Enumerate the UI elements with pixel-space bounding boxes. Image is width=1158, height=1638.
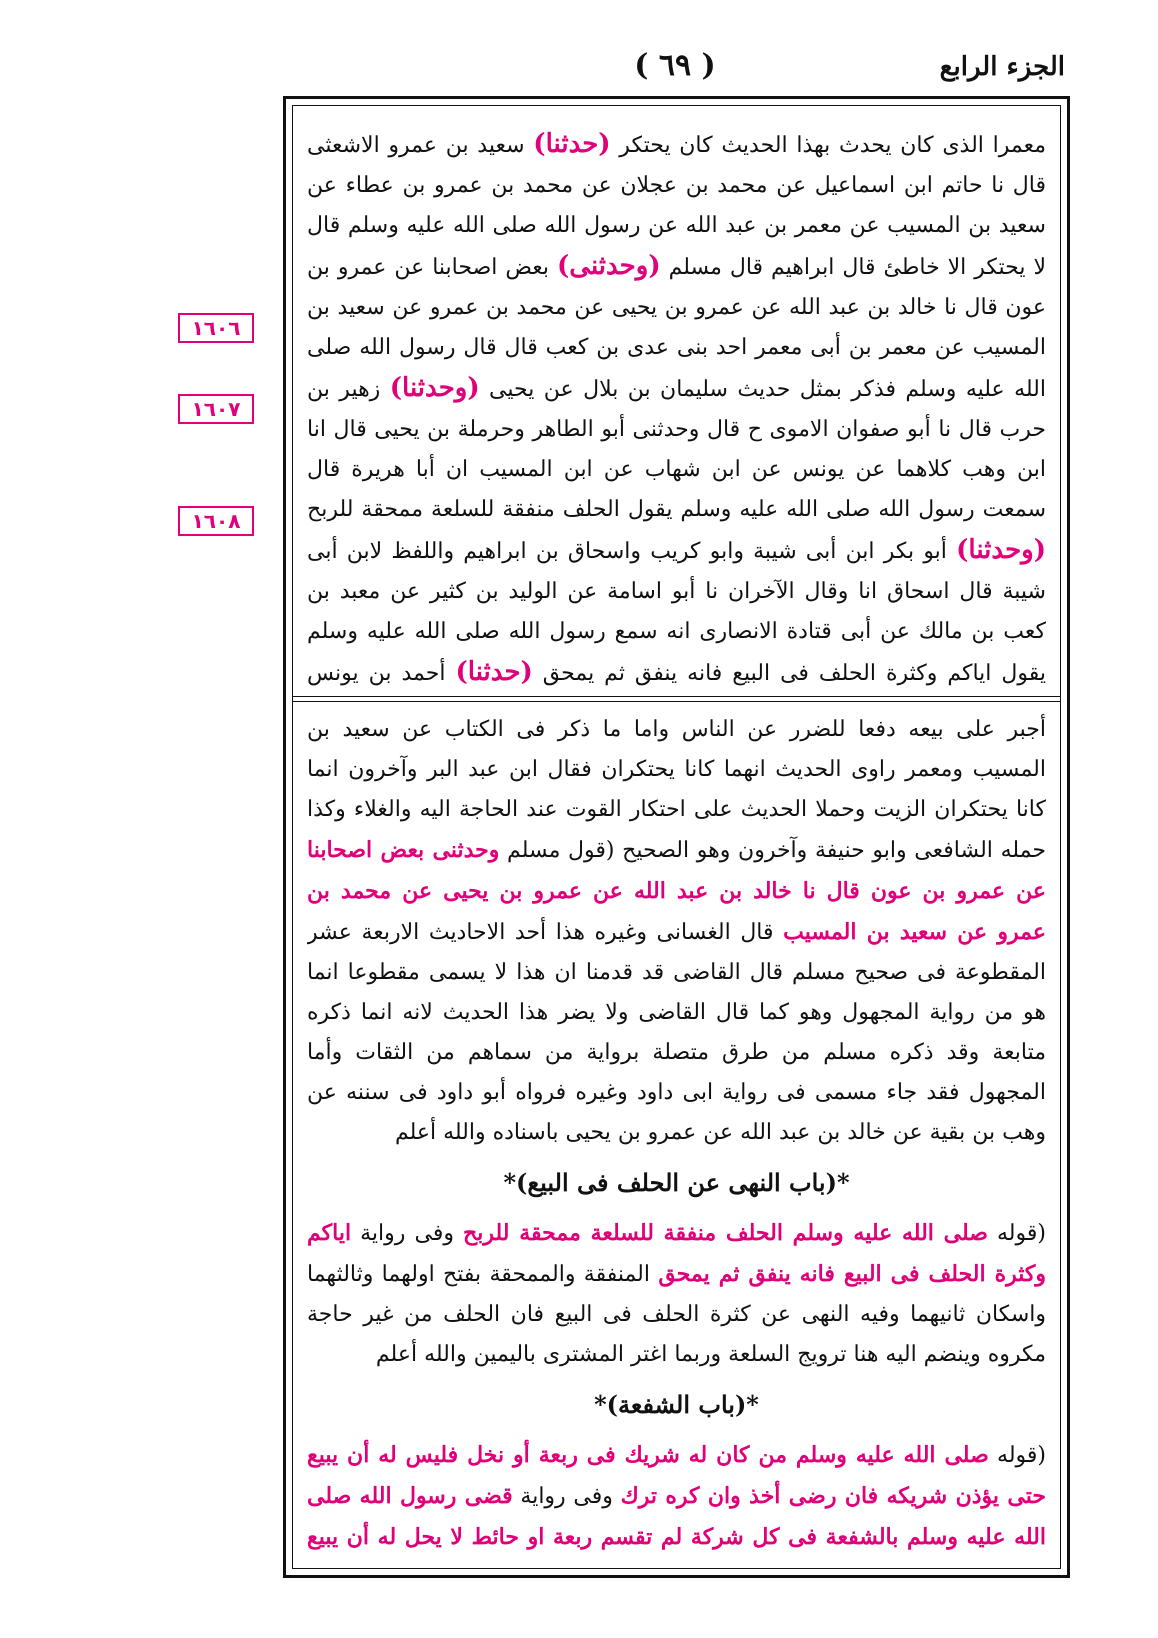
hadith-paragraph [307, 124, 1046, 688]
commentary-section [307, 710, 1046, 1560]
text-segment: وفى رواية [512, 1484, 621, 1509]
narration-keyword: (وحدثنى) [556, 251, 661, 281]
quoted-text: وحدثنى بعض اصحابنا عن عمرو بن عون قال نا خالد بن عبد الله عن عمرو بن يحيى عن محمد بن عمرو عن سعيد بن المسيب [307, 837, 1046, 945]
chapter-heading-oath: *(باب النهى عن الحلف فى البيع)* [503, 1168, 850, 1197]
page-number: ( ٦٩ ) [634, 48, 716, 83]
page-frame [283, 96, 1070, 1578]
hadith-section [307, 124, 1046, 688]
text-segment: المنفقة والممحقة بفتح اولهما وثالثهما واسكان ثانيهما وفيه النهى عن كثرة الحلف فى البيع فان الحلف من غير حاجة مكروه وينضم اليه هنا ترويج السلعة وربما اغتر المشترى باليمين والله أعلم [307, 1262, 1046, 1367]
narration-keyword: (حدثنا) [455, 657, 533, 687]
quoted-text: قضى رسول الله صلى الله عليه وسلم بالشفعة فى كل شركة لم تقسم ربعة او حائط لا يحل له أن يبيع [307, 1483, 1046, 1550]
commentary-paragraph [307, 1213, 1046, 1375]
page-frame-inner [292, 105, 1061, 1569]
page-header [285, 48, 1065, 96]
text-segment: زهير بن حرب قال نا أبو صفوان الاموى ح قال وحدثنى أبو الطاهر وحرملة بن يحيى قال انا ابن وهب كلاهما عن يونس عن ابن شهاب عن ابن المسيب ان أبا هريرة قال سمعت رسول الله صلى الله عليه وسلم يقول الحلف منفقة للسلعة ممحقة للربح [307, 377, 1046, 522]
narration-keyword: (وحدثنا) [956, 535, 1046, 565]
narration-keyword: (حدثنا) [533, 129, 611, 159]
commentary-paragraph [307, 710, 1046, 1153]
text-segment: أحمد بن يونس [307, 661, 446, 686]
text-segment: بعض اصحابنا عن عمرو بن عون قال نا خالد بن عبد الله عن عمرو بن يحيى عن محمد بن عمرو عن سعيد بن المسيب عن معمر بن أبى معمر احد بنى عدى بن كعب قال قال رسول الله صلى الله عليه وسلم فذكر بمثل حديث سليمان بن بلال عن يحيى [307, 255, 1046, 402]
text-segment: أبو بكر ابن أبى شيبة وابو كريب واسحاق بن ابراهيم واللفظ لابن أبى شيبة قال اسحاق انا وقال الآخران نا أبو اسامة عن الوليد بن كثير عن معبد بن كعب بن مالك عن أبى قتادة الانصارى انه سمع رسول الله صلى الله عليه وسلم يقول اياكم وكثرة الحلف فى البيع فانه ينفق ثم يمحق [307, 539, 1046, 686]
hadith-number: ١٦٠٨ [178, 506, 254, 536]
text-segment: (قوله [988, 1443, 1046, 1468]
chapter-heading-shufa: *(باب الشفعة)* [594, 1390, 759, 1419]
commentary-paragraph [307, 1435, 1046, 1560]
text-segment: أجبر على بيعه دفعا للضرر عن الناس واما ما ذكر فى الكتاب عن سعيد بن المسيب ومعمر راوى الحديث انهما كانا يحتكران فقال ابن عبد البر وآخرون انما كانا يحتكران الزيت وحملا الحديث على احتكار القوت عند الحاجة اليه والغلاء وكذا حمله الشافعى وابو حنيفة وآخرون وهو الصحيح (قول مسلم [307, 717, 1046, 863]
text-segment: سعيد بن عمرو الاشعثى قال نا حاتم ابن اسماعيل عن محمد بن عجلان عن محمد بن عمرو بن عطاء عن سعيد بن المسيب عن معمر بن عبد الله عن رسول الله صلى الله عليه وسلم قال لا يحتكر الا خاطئ قال ابراهيم قال مسلم [307, 133, 1046, 280]
text-segment: معمرا الذى كان يحدث بهذا الحديث كان يحتكر [610, 133, 1046, 158]
text-segment: وفى رواية [351, 1221, 464, 1246]
section-divider [293, 696, 1060, 702]
volume-title: الجزء الرابع [939, 52, 1065, 82]
quoted-text: اياكم وكثرة الحلف فى البيع فانه ينفق ثم يمحق [307, 1220, 1046, 1287]
quoted-text: صلى الله عليه وسلم من كان له شريك فى ربعة أو نخل فليس له أن يبيع حتى يؤذن شريكه فان رضى أخذ وان كره ترك [307, 1442, 1046, 1509]
quoted-text: صلى الله عليه وسلم الحلف منفقة للسلعة ممحقة للربح [463, 1220, 988, 1246]
text-segment: (قوله [987, 1221, 1046, 1246]
narration-keyword: (وحدثنا) [389, 373, 480, 403]
text-segment: قال الغسانى وغيره هذا أحد الاحاديث الاربعة عشر المقطوعة فى صحيح مسلم قال القاضى قد قدمنا ان هذا لا يسمى مقطوعا انما هو من رواية المجهول وهو كما قال القاضى ولا يضر هذا الحديث لانه انما ذكره متابعة وقد ذكره مسلم من طرق متصلة برواية من سماهم من الثقات وأما المجهول فقد جاء مسمى فى رواية ابى داود وغيره فرواه أبو داود فى سننه عن وهب بن بقية عن خالد بن عبد الله عن عمرو بن يحيى باسناده والله أعلم [307, 920, 1046, 1145]
hadith-number: ١٦٠٦ [178, 313, 254, 343]
hadith-number: ١٦٠٧ [178, 394, 254, 424]
